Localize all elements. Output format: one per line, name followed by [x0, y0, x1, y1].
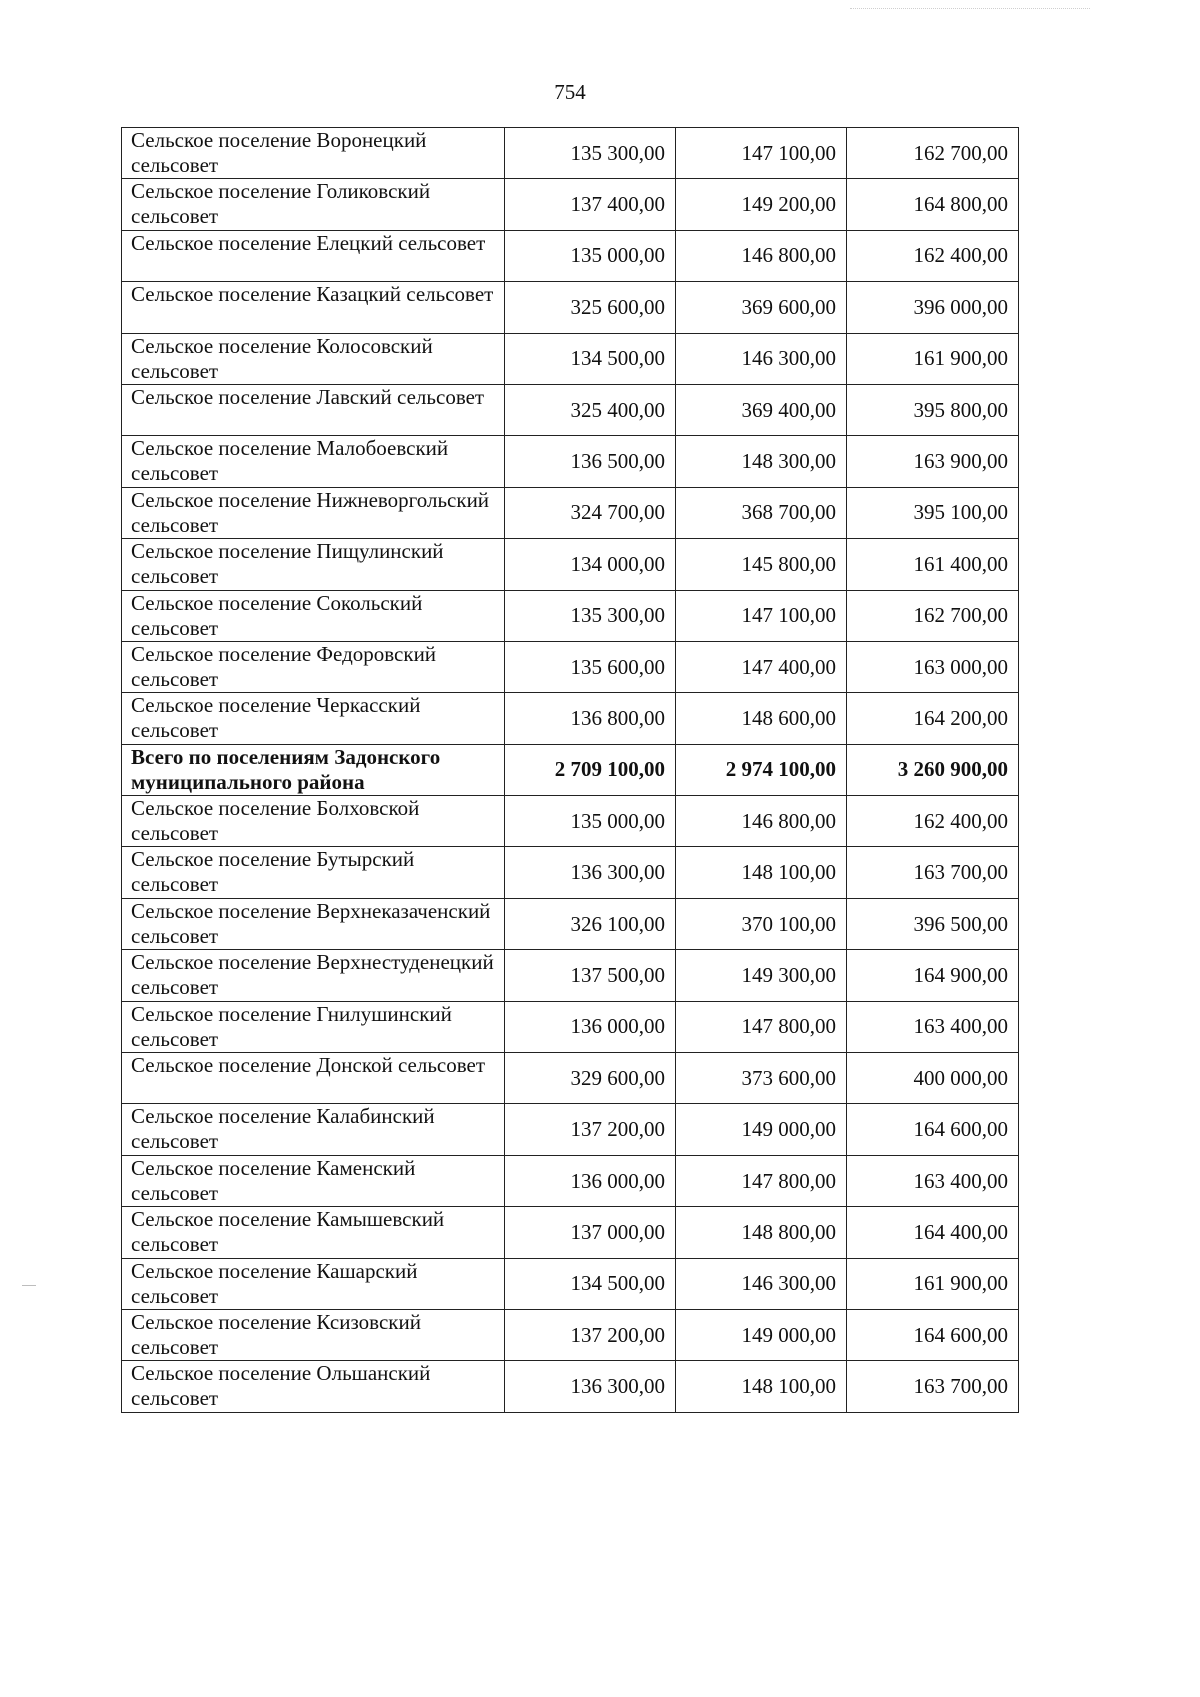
amount-cell-year-2: 146 800,00: [676, 796, 847, 847]
amount-cell-year-3: 164 800,00: [847, 179, 1019, 230]
amount-cell-year-1: 134 500,00: [505, 333, 676, 384]
table-row: [122, 1155, 1019, 1206]
amount-cell-year-2: 146 300,00: [676, 333, 847, 384]
amount-cell-year-3: 396 500,00: [847, 898, 1019, 949]
amount-cell-year-1: 324 700,00: [505, 487, 676, 538]
amount-cell-year-2: 149 300,00: [676, 950, 847, 1001]
amount-cell-year-2: 148 100,00: [676, 847, 847, 898]
table-row: [122, 847, 1019, 898]
table-row-total: [122, 744, 1019, 795]
settlement-name-cell: Сельское поселение Нижневоргольский сельсовет: [122, 487, 505, 538]
settlement-name-cell: Сельское поселение Голиковский сельсовет: [122, 179, 505, 230]
settlement-name-cell: Сельское поселение Кашарский сельсовет: [122, 1258, 505, 1309]
amount-cell-year-1: 136 300,00: [505, 1361, 676, 1412]
amount-cell-year-3: 163 400,00: [847, 1001, 1019, 1052]
amount-cell-year-3: 162 400,00: [847, 796, 1019, 847]
settlement-name-cell: Сельское поселение Черкасский сельсовет: [122, 693, 505, 744]
amount-cell-year-1: 326 100,00: [505, 898, 676, 949]
amount-cell-year-1: 136 000,00: [505, 1155, 676, 1206]
settlement-name-cell: Сельское поселение Лавский сельсовет: [122, 384, 505, 435]
scan-margin-mark: [22, 1285, 36, 1286]
amount-cell-year-1: 134 500,00: [505, 1258, 676, 1309]
amount-cell-year-2: 147 800,00: [676, 1001, 847, 1052]
table-row: [122, 950, 1019, 1001]
settlement-name-cell: Сельское поселение Болховской сельсовет: [122, 796, 505, 847]
table-row: [122, 693, 1019, 744]
amount-cell-year-1: 135 300,00: [505, 590, 676, 641]
amount-cell-year-3: 400 000,00: [847, 1053, 1019, 1104]
amount-cell-year-3: 161 400,00: [847, 539, 1019, 590]
amount-cell-year-1: 136 000,00: [505, 1001, 676, 1052]
amount-cell-year-3: 395 800,00: [847, 384, 1019, 435]
amount-cell-year-1: 137 200,00: [505, 1309, 676, 1360]
amount-cell-year-3: 164 200,00: [847, 693, 1019, 744]
amount-cell-year-1: 329 600,00: [505, 1053, 676, 1104]
amount-cell-year-2: 146 800,00: [676, 230, 847, 281]
settlement-name-cell: Сельское поселение Федоровский сельсовет: [122, 641, 505, 692]
amount-cell-year-3: 163 700,00: [847, 847, 1019, 898]
amount-cell-year-1: 325 600,00: [505, 282, 676, 333]
amount-cell-year-2: 147 100,00: [676, 128, 847, 179]
settlement-name-cell: Сельское поселение Донской сельсовет: [122, 1053, 505, 1104]
amount-cell-year-2: 370 100,00: [676, 898, 847, 949]
table-row: [122, 1258, 1019, 1309]
table-row: [122, 539, 1019, 590]
amount-cell-year-1: 135 300,00: [505, 128, 676, 179]
amount-cell-year-2: 147 400,00: [676, 641, 847, 692]
table-row: [122, 1001, 1019, 1052]
table-row: [122, 1361, 1019, 1412]
table-row: [122, 282, 1019, 333]
amount-cell-year-3: 161 900,00: [847, 333, 1019, 384]
amount-cell-year-3: 396 000,00: [847, 282, 1019, 333]
amount-cell-year-1: 135 000,00: [505, 230, 676, 281]
amount-cell-year-3: 164 600,00: [847, 1309, 1019, 1360]
amount-cell-year-3: 164 900,00: [847, 950, 1019, 1001]
amount-cell-year-3: 162 400,00: [847, 230, 1019, 281]
amount-cell-year-2: 369 400,00: [676, 384, 847, 435]
amount-cell-year-1: 136 300,00: [505, 847, 676, 898]
amount-cell-year-1: 137 200,00: [505, 1104, 676, 1155]
amount-cell-year-3: 161 900,00: [847, 1258, 1019, 1309]
settlement-name-cell: Сельское поселение Елецкий сельсовет: [122, 230, 505, 281]
amount-cell-year-3: 395 100,00: [847, 487, 1019, 538]
table-row: [122, 128, 1019, 179]
amount-cell-year-1: 2 709 100,00: [505, 744, 676, 795]
amount-cell-year-2: 149 000,00: [676, 1104, 847, 1155]
table-row: [122, 898, 1019, 949]
amount-cell-year-2: 148 600,00: [676, 693, 847, 744]
amount-cell-year-1: 137 000,00: [505, 1207, 676, 1258]
settlement-name-cell: Сельское поселение Сокольский сельсовет: [122, 590, 505, 641]
amount-cell-year-3: 162 700,00: [847, 590, 1019, 641]
amount-cell-year-3: 163 900,00: [847, 436, 1019, 487]
table-row: [122, 333, 1019, 384]
settlement-name-cell: Сельское поселение Казацкий сельсовет: [122, 282, 505, 333]
amount-cell-year-1: 135 000,00: [505, 796, 676, 847]
amount-cell-year-2: 146 300,00: [676, 1258, 847, 1309]
table-row: [122, 796, 1019, 847]
settlement-name-cell: Всего по поселениям Задонского муниципального района: [122, 744, 505, 795]
settlement-name-cell: Сельское поселение Колосовский сельсовет: [122, 333, 505, 384]
amount-cell-year-1: 134 000,00: [505, 539, 676, 590]
table-body: [122, 128, 1019, 1413]
amount-cell-year-1: 325 400,00: [505, 384, 676, 435]
table-row: [122, 641, 1019, 692]
table-row: [122, 384, 1019, 435]
settlement-name-cell: Сельское поселение Верхнеказаченский сельсовет: [122, 898, 505, 949]
amount-cell-year-2: 149 200,00: [676, 179, 847, 230]
table-row: [122, 436, 1019, 487]
amount-cell-year-1: 137 500,00: [505, 950, 676, 1001]
amount-cell-year-2: 145 800,00: [676, 539, 847, 590]
amount-cell-year-2: 149 000,00: [676, 1309, 847, 1360]
table-row: [122, 1104, 1019, 1155]
settlement-name-cell: Сельское поселение Пищулинский сельсовет: [122, 539, 505, 590]
table-row: [122, 179, 1019, 230]
amount-cell-year-2: 148 800,00: [676, 1207, 847, 1258]
page-number: 754: [554, 80, 586, 104]
amount-cell-year-3: 163 400,00: [847, 1155, 1019, 1206]
amount-cell-year-3: 163 700,00: [847, 1361, 1019, 1412]
amount-cell-year-2: 147 100,00: [676, 590, 847, 641]
amount-cell-year-2: 369 600,00: [676, 282, 847, 333]
amount-cell-year-1: 136 500,00: [505, 436, 676, 487]
settlement-name-cell: Сельское поселение Ольшанский сельсовет: [122, 1361, 505, 1412]
table-row: [122, 487, 1019, 538]
settlement-name-cell: Сельское поселение Бутырский сельсовет: [122, 847, 505, 898]
settlements-budget-table: [121, 127, 1019, 1413]
table-row: [122, 590, 1019, 641]
settlement-name-cell: Сельское поселение Воронецкий сельсовет: [122, 128, 505, 179]
scan-edge-mark: [850, 8, 1090, 9]
amount-cell-year-2: 148 100,00: [676, 1361, 847, 1412]
table-row: [122, 1053, 1019, 1104]
settlement-name-cell: Сельское поселение Калабинский сельсовет: [122, 1104, 505, 1155]
amount-cell-year-1: 136 800,00: [505, 693, 676, 744]
amount-cell-year-3: 162 700,00: [847, 128, 1019, 179]
amount-cell-year-3: 163 000,00: [847, 641, 1019, 692]
amount-cell-year-2: 147 800,00: [676, 1155, 847, 1206]
amount-cell-year-1: 135 600,00: [505, 641, 676, 692]
settlement-name-cell: Сельское поселение Гнилушинский сельсовет: [122, 1001, 505, 1052]
amount-cell-year-2: 373 600,00: [676, 1053, 847, 1104]
settlement-name-cell: Сельское поселение Малобоевский сельсовет: [122, 436, 505, 487]
settlement-name-cell: Сельское поселение Верхнестуденецкий сельсовет: [122, 950, 505, 1001]
table-row: [122, 1207, 1019, 1258]
amount-cell-year-3: 3 260 900,00: [847, 744, 1019, 795]
amount-cell-year-1: 137 400,00: [505, 179, 676, 230]
amount-cell-year-2: 2 974 100,00: [676, 744, 847, 795]
settlement-name-cell: Сельское поселение Каменский сельсовет: [122, 1155, 505, 1206]
settlement-name-cell: Сельское поселение Камышевский сельсовет: [122, 1207, 505, 1258]
amount-cell-year-2: 368 700,00: [676, 487, 847, 538]
amount-cell-year-3: 164 400,00: [847, 1207, 1019, 1258]
table-row: [122, 1309, 1019, 1360]
amount-cell-year-2: 148 300,00: [676, 436, 847, 487]
amount-cell-year-3: 164 600,00: [847, 1104, 1019, 1155]
settlement-name-cell: Сельское поселение Ксизовский сельсовет: [122, 1309, 505, 1360]
table-row: [122, 230, 1019, 281]
